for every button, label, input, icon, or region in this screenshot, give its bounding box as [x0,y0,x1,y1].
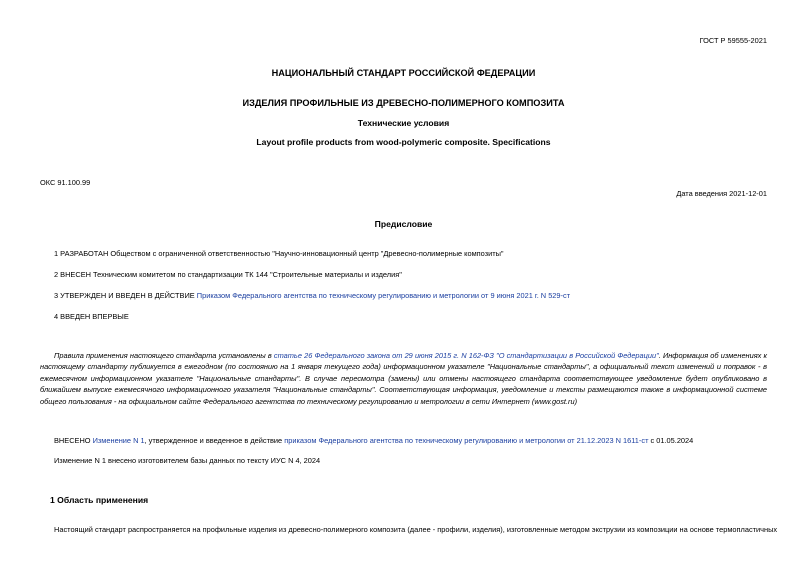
oks-code: ОКС 91.100.99 [40,178,91,187]
foreword-item-1: 1 РАЗРАБОТАН Обществом с ограниченной ответственностью "Научно-инновационный центр "Древесно-полимерные композиты" [54,249,504,258]
amendment-middle: , утвержденное и введенное в действие [144,436,285,445]
standard-title: НАЦИОНАЛЬНЫЙ СТАНДАРТ РОССИЙСКОЙ ФЕДЕРАЦИИ [271,68,536,78]
amendment-1-link[interactable]: Изменение N 1 [92,436,145,445]
order-529-link[interactable]: Приказом Федерального агентства по техническому регулированию и метрологии от 9 июня 2021 г. N 529-ст [196,291,571,300]
product-title: ИЗДЕЛИЯ ПРОФИЛЬНЫЕ ИЗ ДРЕВЕСНО-ПОЛИМЕРНОГО КОМПОЗИТА [242,98,565,108]
foreword-item-2: 2 ВНЕСЕН Техническим комитетом по стандартизации ТК 144 "Строительные материалы и изделия" [54,270,402,279]
foreword-item-4: 4 ВВЕДЕН ВПЕРВЫЕ [54,312,129,321]
document-code: ГОСТ Р 59555-2021 [699,36,767,45]
section-1-heading: 1 Область применения [50,495,149,505]
english-title: Layout profile products from wood-polymeric composite. Specifications [256,137,551,147]
rules-text-rest: . Информация об изменениях к настоящему стандарту публикуется в ежегодном (по состоянию на 1 января текущего года) информационном указателе "Национальные стандарты", а официальный текст изменений и поправок - в ежемесячном информационном указателе "Национальные стандарты". В случае пересмотра (замены) или отмены настоящего стандарта соответствующее уведомление будет опубликовано в ближайшем выпуске ежемесячного информационного указателя "Национальные стандарты". Соответствующая информация, уведомление и тексты размещаются также в информационной системе общего пользования - на официальном сайте Федерального агентства по техническому регулированию и метрологии в сети Интернет (www.gost.ru) [40,351,768,406]
amendment-suffix: с 01.05.2024 [648,436,694,445]
foreword-item-3-text: 3 УТВЕРЖДЕН И ВВЕДЕН В ДЕЙСТВИЕ [54,291,197,300]
foreword-item-3 [54,291,570,300]
rules-paragraph [40,350,767,407]
order-1611-link[interactable]: приказом Федерального агентства по техническому регулированию и метрологии от 21.12.2023 N 1611-ст [284,436,649,445]
amendment-prefix: ВНЕСЕНО [54,436,93,445]
foreword-heading: Предисловие [374,219,433,229]
rules-text-start: Правила применения настоящего стандарта установлены в [54,351,274,360]
amendment-line [54,436,693,445]
section-1-text: Настоящий стандарт распространяется на профильные изделия из древесно-полимерного композита (далее - профили, изделия), изготовленные методом экструзии из композиции на основе термопластичных [54,525,778,534]
amendment-note: Изменение N 1 внесено изготовителем базы данных по тексту ИУС N 4, 2024 [54,456,321,465]
introduction-date: Дата введения 2021-12-01 [676,189,767,198]
federal-law-link[interactable]: статье 26 Федерального закона от 29 июня 2015 г. N 162-ФЗ "О стандартизации в Российской Федерации" [273,351,659,360]
conditions-title: Технические условия [357,118,450,128]
